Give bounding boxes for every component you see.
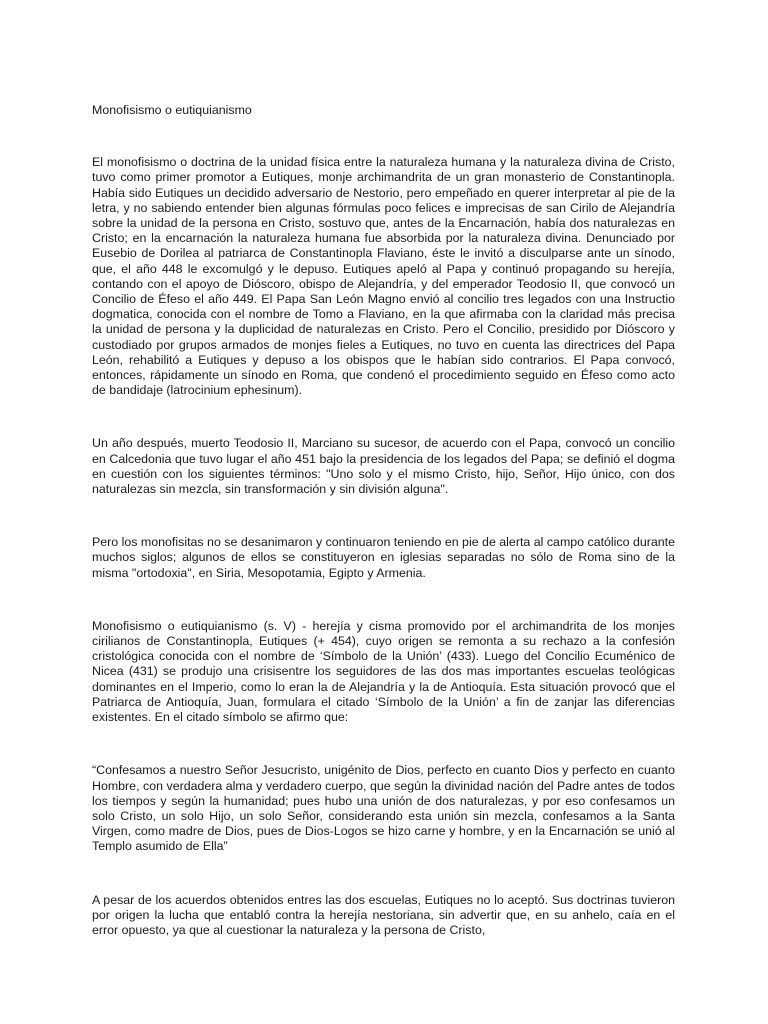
paragraph-monofisitas-persist: Pero los monofisitas no se desanimaron y continuaron teniendo en pie de alerta al campo católico durante muchos siglos; algunos de ellos se constituyeron en iglesias separadas no sólo de Roma sino de la misma "ortodoxia", en Siria, Mesopotamia, Egipto y Armenia. xyxy=(92,535,675,580)
spacer xyxy=(92,725,675,763)
spacer xyxy=(92,855,675,893)
document-page xyxy=(92,103,675,938)
paragraph-simbolo-quote: “Confesamos a nuestro Señor Jesucristo, unigénito de Dios, perfecto en cuanto Dios y perfecto en cuanto Hombre, con verdadera alma y verdadero cuerpo, que según la divinidad nación del Padre antes de todos los tiempos y según la humanidad; pues hubo una unión de dos naturalezas, y por eso confesamos un solo Cristo, un solo Hijo, un solo Señor, considerando esta unión sin mezcla, confesamos a la Santa Virgen, como madre de Dios, pues de Dios-Logos se hizo carne y hombre, y en la Encarnación se unió al Templo asumido de Ella” xyxy=(92,763,675,854)
spacer xyxy=(92,118,675,155)
spacer xyxy=(92,398,675,436)
paragraph-monofisismo-origin: El monofisismo o doctrina de la unidad física entre la naturaleza humana y la naturaleza divina de Cristo, tuvo como primer promotor a Eutiques, monje archimandrita de un gran monasterio de Constantinopla. Había sido Eutiques un decidido adversario de Nestorio, pero empeñado en querer interpretar al pie de la letra, y no sabiendo entender bien algunas fórmulas poco felices e imprecisas de san Cirilo de Alejandría sobre la unidad de la persona en Cristo, sostuvo que, antes de la Encarnación, había dos naturalezas en Cristo; en la encarnación la naturaleza humana fue absorbida por la naturaleza divina. Denunciado por Eusebio de Dorilea al patriarca de Constantinopla Flaviano, éste le invitó a disculparse ante un sínodo, que, el año 448 le excomulgó y le depuso. Eutiques apeló al Papa y continuó propagando su herejía, contando con el apoyo de Dióscoro, obispo de Alejandría, y del emperador Teodosio II, que convocó un Concilio de Éfeso el año 449. El Papa San León Magno envió al concilio tres legados con una Instructio dogmatica, conocida con el nombre de Tomo a Flaviano, en la que afirmaba con la claridad más precisa la unidad de persona y la duplicidad de naturalezas en Cristo. Pero el Concilio, presidido por Dióscoro y custodiado por grupos armados de monjes fieles a Eutiques, no tuvo en cuenta las directrices del Papa León, rehabilitó a Eutiques y depuso a los obispos que le habían sido contrarios. El Papa convocó, entonces, rápidamente un sínodo en Roma, que condenó el procedimiento seguido en Éfeso como acto de bandidaje (latrocinium ephesinum). xyxy=(92,155,675,398)
spacer xyxy=(92,497,675,535)
paragraph-calcedonia: Un año después, muerto Teodosio II, Marciano su sucesor, de acuerdo con el Papa, convocó un concilio en Calcedonia que tuvo lugar el año 451 bajo la presidencia de los legados del Papa; se definió el dogma en cuestión con los siguientes términos: "Uno solo y el mismo Cristo, hijo, Señor, Hijo único, con dos naturalezas sin mezcla, sin transformación y sin división alguna". xyxy=(92,436,675,497)
document-title: Monofisismo o eutiquianismo xyxy=(92,103,252,117)
paragraph-eutiquianismo-definition: Monofisismo o eutiquianismo (s. V) - herejía y cisma promovido por el archimandrita de los monjes cirilianos de Constantinopla, Eutiques (+ 454), cuyo origen se remonta a su rechazo a la confesión cristológica conocida con el nombre de ‘Símbolo de la Unión’ (433). Luego del Concilio Ecuménico de Nicea (431) se produjo una crisisentre los seguidores de las dos mas importantes escuelas teológicas dominantes en el Imperio, como lo eran la de Alejandría y la de Antioquía. Esta situación provocó que el Patriarca de Antioquía, Juan, formulara el citado ‘Símbolo de la Unión’ a fin de zanjar las diferencias existentes. En el citado símbolo se afirmo que: xyxy=(92,618,675,725)
paragraph-eutiques-rejection: A pesar de los acuerdos obtenidos entres las dos escuelas, Eutiques no lo aceptó. Sus doctrinas tuvieron por origen la lucha que entabló contra la herejía nestoriana, sin advertir que, en su anhelo, caía en el error opuesto, ya que al cuestionar la naturaleza y la persona de Cristo, xyxy=(92,892,675,937)
spacer xyxy=(92,581,675,619)
